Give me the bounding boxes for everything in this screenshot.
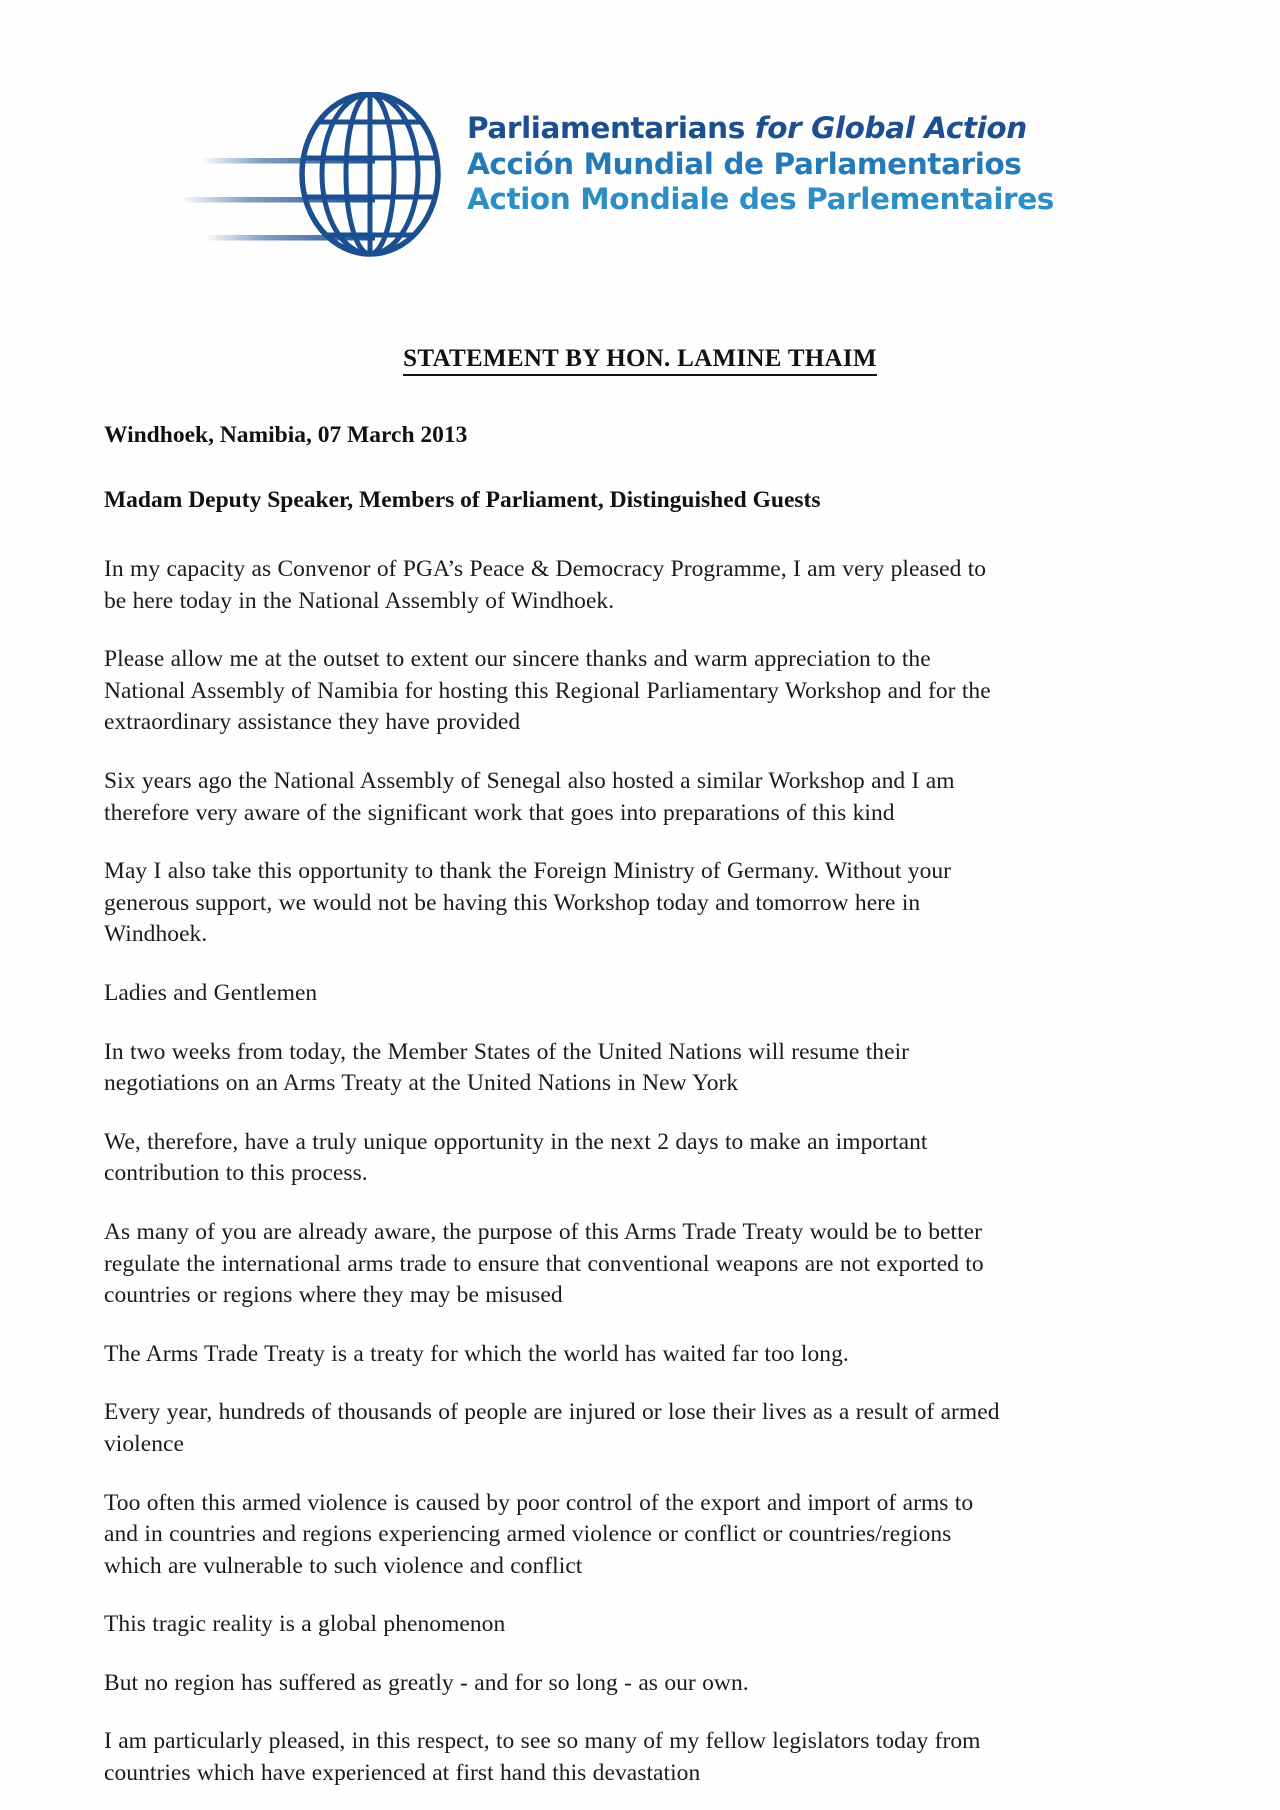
salutation: Madam Deputy Speaker, Members of Parliament, Distinguished Guests	[104, 487, 821, 514]
body-paragraph: We, therefore, have a truly unique opportunity in the next 2 days to make an important contribution to this process.	[104, 1128, 928, 1187]
page-title-text: STATEMENT BY HON. LAMINE THAIM	[403, 345, 877, 376]
body-paragraph: The Arms Trade Treaty is a treaty for which the world has waited far too long.	[104, 1340, 849, 1367]
logo-wordmark	[467, 111, 1054, 216]
body-paragraph: In my capacity as Convenor of PGA’s Peace & Democracy Programme, I am very pleased to be here today in the National Assembly of Windhoek.	[104, 556, 987, 614]
logo-line1-part2: for Global Action	[754, 111, 1027, 145]
body-paragraph: This tragic reality is a global phenomenon	[104, 1611, 506, 1638]
body-paragraph: I am particularly pleased, in this respect, to see so many of my fellow legislators today from countries which have experienced at first hand this devastation	[104, 1728, 981, 1787]
body-paragraph: Every year, hundreds of thousands of people are injured or lose their lives as a result of armed violence	[104, 1399, 1000, 1457]
body-paragraph: Ladies and Gentlemen	[104, 979, 318, 1006]
body-paragraph: Please allow me at the outset to extent our sincere thanks and warm appreciation to the National Assembly of Namibia for hosting this Regional Parliamentary Workshop and for the extraordinary assistance they have provided	[104, 646, 991, 736]
logo-line-spanish: Acción Mundial de Parlamentarios	[467, 146, 1022, 181]
body-paragraph: May I also take this opportunity to thank the Foreign Ministry of Germany. Without your generous support, we would not be having this Workshop today and tomorrow here in Windhoek.	[104, 858, 952, 948]
globe-icon	[175, 92, 460, 257]
body-paragraph: As many of you are already aware, the purpose of this Arms Trade Treaty would be to better regulate the international arms trade to ensure that conventional weapons are not exported to countries or regions where they may be misused	[104, 1218, 984, 1309]
body-paragraph: In two weeks from today, the Member States of the United Nations will resume their negotiations on an Arms Treaty at the United Nations in New York	[104, 1038, 910, 1097]
body-paragraph: Too often this armed violence is caused by poor control of the export and import of arms to and in countries and regions experiencing armed violence or conflict or countries/regions which are vulnerable to such violence and conflict	[104, 1489, 974, 1579]
document-body	[104, 420, 1009, 1790]
logo-line-english	[467, 111, 1027, 145]
body-paragraph: Six years ago the National Assembly of Senegal also hosted a similar Workshop and I am therefore very aware of the significant work that goes into preparations of this kind	[104, 768, 955, 826]
pga-logo	[175, 92, 1054, 257]
body-paragraph: But no region has suffered as greatly - and for so long - as our own.	[104, 1669, 749, 1696]
logo-line1-part1: Parliamentarians	[467, 111, 755, 145]
dateline: Windhoek, Namibia, 07 March 2013	[104, 422, 468, 448]
page-title	[0, 345, 1280, 373]
logo-line-french: Action Mondiale des Parlementaires	[467, 182, 1054, 216]
